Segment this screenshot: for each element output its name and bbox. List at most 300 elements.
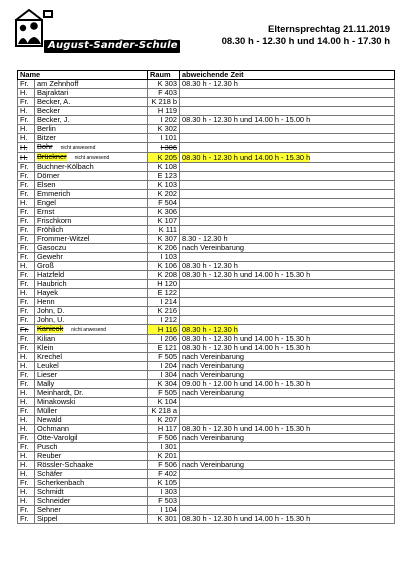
table-row bbox=[18, 244, 395, 253]
row-time-text: 08.30 h - 12.30 h und 14.00 h - 15.30 h bbox=[182, 514, 311, 523]
row-time bbox=[180, 244, 395, 253]
table-row bbox=[18, 407, 395, 416]
table-row bbox=[18, 289, 395, 298]
row-title-text: Fr. bbox=[20, 234, 29, 243]
row-time bbox=[180, 89, 395, 98]
row-time bbox=[180, 125, 395, 134]
table-row bbox=[18, 425, 395, 434]
absent-note: nicht anwesend bbox=[60, 145, 96, 151]
table-body bbox=[18, 80, 395, 524]
row-room: K 103 bbox=[148, 181, 180, 190]
row-title-text: H. bbox=[20, 88, 28, 97]
row-title-text: H. bbox=[20, 496, 28, 505]
row-time-text: 08.30 h - 12.30 h und 14.00 h - 15.00 h bbox=[182, 115, 311, 124]
row-name-text: Berlin bbox=[37, 124, 56, 133]
row-room: I 101 bbox=[148, 134, 180, 143]
table-row bbox=[18, 235, 395, 244]
row-name-text: Sehner bbox=[37, 505, 61, 514]
row-room: K 206 bbox=[148, 244, 180, 253]
row-title bbox=[18, 362, 35, 371]
school-logo bbox=[14, 6, 184, 54]
row-title-text: Fr. bbox=[20, 279, 29, 288]
row-title-text: H. bbox=[20, 124, 28, 133]
row-name-text: Klein bbox=[37, 343, 54, 352]
table-row bbox=[18, 271, 395, 280]
row-title bbox=[18, 398, 35, 407]
row-title bbox=[18, 389, 35, 398]
row-name-text: Newald bbox=[37, 415, 62, 424]
row-room: F 402 bbox=[148, 470, 180, 479]
row-room: H 116 bbox=[148, 325, 180, 335]
row-title-text: Fr. bbox=[20, 252, 29, 261]
row-time bbox=[180, 199, 395, 208]
row-name bbox=[35, 244, 148, 253]
row-name bbox=[35, 425, 148, 434]
table-row bbox=[18, 208, 395, 217]
table-row bbox=[18, 226, 395, 235]
row-time bbox=[180, 325, 395, 335]
row-name bbox=[35, 371, 148, 380]
row-title bbox=[18, 515, 35, 524]
row-time-text: 08.30 h - 12.30 h bbox=[182, 79, 238, 88]
row-title-text: H. bbox=[20, 397, 28, 406]
row-name-text: Emmerich bbox=[37, 189, 71, 198]
table-row bbox=[18, 80, 395, 89]
row-title bbox=[18, 461, 35, 470]
column-header-name: Name bbox=[18, 71, 148, 80]
event-title: Elternsprechtag 21.11.2019 bbox=[268, 24, 390, 35]
row-room: K 301 bbox=[148, 515, 180, 524]
row-room: E 123 bbox=[148, 172, 180, 181]
row-time bbox=[180, 425, 395, 434]
row-name bbox=[35, 181, 148, 190]
row-room: H 119 bbox=[148, 107, 180, 116]
row-room: I 212 bbox=[148, 316, 180, 325]
row-time bbox=[180, 362, 395, 371]
table-row bbox=[18, 181, 395, 190]
row-time bbox=[180, 163, 395, 172]
row-room: K 304 bbox=[148, 380, 180, 389]
row-name bbox=[35, 325, 148, 335]
row-title-text: H. bbox=[20, 152, 28, 162]
row-name bbox=[35, 134, 148, 143]
table-row bbox=[18, 515, 395, 524]
page-header bbox=[14, 6, 390, 54]
row-name-text: Ochmann bbox=[37, 424, 70, 433]
row-title bbox=[18, 199, 35, 208]
row-room: K 306 bbox=[148, 208, 180, 217]
row-title bbox=[18, 353, 35, 362]
row-room: F 504 bbox=[148, 199, 180, 208]
row-name-text: Bohr bbox=[37, 142, 53, 151]
row-name-text: Reuber bbox=[37, 451, 62, 460]
row-time bbox=[180, 335, 395, 344]
row-title-text: Fr. bbox=[20, 306, 29, 315]
row-name-text: Bitzer bbox=[37, 133, 56, 142]
row-time bbox=[180, 434, 395, 443]
row-time-text: 08.30 h - 12.30 h und 14.00 h - 15.30 h bbox=[182, 270, 311, 279]
row-time bbox=[180, 134, 395, 143]
row-name-text: Kilian bbox=[37, 334, 56, 343]
row-title-text: Fr. bbox=[20, 97, 29, 106]
row-time bbox=[180, 371, 395, 380]
row-name bbox=[35, 452, 148, 461]
row-title bbox=[18, 253, 35, 262]
row-name-text: Hayek bbox=[37, 288, 58, 297]
table-header-row bbox=[18, 71, 395, 80]
event-times: 08.30 h - 12.30 h und 14.00 h - 17.30 h bbox=[221, 36, 390, 47]
row-title-text: Fr. bbox=[20, 478, 29, 487]
row-room: K 106 bbox=[148, 262, 180, 271]
row-room: I 306 bbox=[148, 143, 180, 153]
row-time-text: 08.30 h - 12.30 h bbox=[182, 324, 238, 334]
row-room: K 108 bbox=[148, 163, 180, 172]
table-row bbox=[18, 172, 395, 181]
row-name-text: Schmidt bbox=[37, 487, 64, 496]
row-name bbox=[35, 307, 148, 316]
row-title bbox=[18, 344, 35, 353]
school-name: August-Sander-Schule bbox=[48, 40, 178, 51]
row-title bbox=[18, 125, 35, 134]
row-room: K 307 bbox=[148, 235, 180, 244]
row-name-text: Schneider bbox=[37, 496, 71, 505]
row-time-text: nach Vereinbarung bbox=[182, 243, 245, 252]
row-name-text: Sippel bbox=[37, 514, 58, 523]
row-name-text: am Zehnhoff bbox=[37, 79, 79, 88]
row-time bbox=[180, 380, 395, 389]
row-room: K 205 bbox=[148, 153, 180, 163]
row-name bbox=[35, 262, 148, 271]
row-name bbox=[35, 98, 148, 107]
table-row bbox=[18, 434, 395, 443]
row-title bbox=[18, 98, 35, 107]
row-title-text: Fr. bbox=[20, 334, 29, 343]
row-time bbox=[180, 298, 395, 307]
row-name-text: Brückner bbox=[37, 152, 67, 161]
table-row bbox=[18, 470, 395, 479]
row-title bbox=[18, 235, 35, 244]
row-title bbox=[18, 407, 35, 416]
row-time-text: nach Vereinbarung bbox=[182, 433, 245, 442]
row-name bbox=[35, 298, 148, 307]
row-name-text: Becker, A. bbox=[37, 97, 71, 106]
column-header-room: Raum bbox=[148, 71, 180, 80]
row-room: E 122 bbox=[148, 289, 180, 298]
row-title bbox=[18, 497, 35, 506]
row-room: F 505 bbox=[148, 389, 180, 398]
table-row bbox=[18, 307, 395, 316]
row-room: K 207 bbox=[148, 416, 180, 425]
row-room: I 204 bbox=[148, 362, 180, 371]
row-time-text: 09.00 h - 12.00 h und 14.00 h - 15.30 h bbox=[182, 379, 311, 388]
row-time bbox=[180, 116, 395, 125]
row-name-text: Otte-Varolgil bbox=[37, 433, 78, 442]
row-title bbox=[18, 107, 35, 116]
table-row bbox=[18, 190, 395, 199]
row-room: K 105 bbox=[148, 479, 180, 488]
row-time bbox=[180, 398, 395, 407]
row-time-text: nach Vereinbarung bbox=[182, 361, 245, 370]
row-name bbox=[35, 434, 148, 443]
row-title bbox=[18, 244, 35, 253]
row-name bbox=[35, 190, 148, 199]
event-info bbox=[222, 24, 390, 48]
table-row bbox=[18, 506, 395, 515]
row-name-text: Frommer-Witzel bbox=[37, 234, 90, 243]
row-room: I 104 bbox=[148, 506, 180, 515]
row-title-text: Fr. bbox=[20, 343, 29, 352]
row-time bbox=[180, 488, 395, 497]
row-time bbox=[180, 80, 395, 89]
row-title-text: Fr. bbox=[20, 171, 29, 180]
row-title-text: Fr. bbox=[20, 180, 29, 189]
row-title-text: H. bbox=[20, 415, 28, 424]
row-name-text: Groß bbox=[37, 261, 54, 270]
row-title-text: Fr. bbox=[20, 442, 29, 451]
row-title bbox=[18, 488, 35, 497]
row-time-text: 8.30 - 12.30 h bbox=[182, 234, 228, 243]
table-row bbox=[18, 143, 395, 153]
row-time bbox=[180, 479, 395, 488]
row-time bbox=[180, 443, 395, 452]
row-time bbox=[180, 217, 395, 226]
row-name bbox=[35, 461, 148, 470]
row-name-text: Müller bbox=[37, 406, 58, 415]
row-name bbox=[35, 89, 148, 98]
table-row bbox=[18, 107, 395, 116]
table-row bbox=[18, 497, 395, 506]
row-title bbox=[18, 434, 35, 443]
row-room: K 107 bbox=[148, 217, 180, 226]
row-room: K 303 bbox=[148, 80, 180, 89]
row-title bbox=[18, 307, 35, 316]
row-time bbox=[180, 235, 395, 244]
row-title-text: H. bbox=[20, 460, 28, 469]
row-name-text: Elsen bbox=[37, 180, 56, 189]
row-room: I 103 bbox=[148, 253, 180, 262]
row-name-text: Minakowski bbox=[37, 397, 76, 406]
table-row bbox=[18, 389, 395, 398]
row-name bbox=[35, 235, 148, 244]
row-name bbox=[35, 116, 148, 125]
row-title bbox=[18, 425, 35, 434]
table-row bbox=[18, 398, 395, 407]
row-time bbox=[180, 181, 395, 190]
row-time bbox=[180, 316, 395, 325]
row-title bbox=[18, 371, 35, 380]
row-room: I 301 bbox=[148, 443, 180, 452]
row-title-text: Fr. bbox=[20, 115, 29, 124]
row-name-text: Gewehr bbox=[37, 252, 63, 261]
row-title-text: Fr. bbox=[20, 505, 29, 514]
row-time bbox=[180, 143, 395, 153]
row-name bbox=[35, 407, 148, 416]
row-room: K 111 bbox=[148, 226, 180, 235]
row-title bbox=[18, 190, 35, 199]
row-title-text: Fr. bbox=[20, 216, 29, 225]
row-room: H 120 bbox=[148, 280, 180, 289]
row-name bbox=[35, 497, 148, 506]
table-row bbox=[18, 335, 395, 344]
row-name-text: Dörner bbox=[37, 171, 60, 180]
row-name-text: Leukel bbox=[37, 361, 59, 370]
row-room: F 403 bbox=[148, 89, 180, 98]
row-time bbox=[180, 253, 395, 262]
row-title bbox=[18, 416, 35, 425]
row-title bbox=[18, 325, 35, 335]
row-time bbox=[180, 271, 395, 280]
table-row bbox=[18, 344, 395, 353]
row-name bbox=[35, 217, 148, 226]
table-row bbox=[18, 217, 395, 226]
row-title-text: H. bbox=[20, 133, 28, 142]
row-room: I 214 bbox=[148, 298, 180, 307]
row-title bbox=[18, 181, 35, 190]
row-title bbox=[18, 80, 35, 89]
row-name bbox=[35, 172, 148, 181]
row-title-text: Fr. bbox=[20, 162, 29, 171]
row-name-text: Ernst bbox=[37, 207, 55, 216]
row-title-text: Fr. bbox=[20, 243, 29, 252]
table-row bbox=[18, 353, 395, 362]
row-room: F 505 bbox=[148, 353, 180, 362]
row-name-text: Meinhardt, Dr. bbox=[37, 388, 84, 397]
row-room: F 503 bbox=[148, 497, 180, 506]
row-title bbox=[18, 217, 35, 226]
row-time bbox=[180, 497, 395, 506]
row-room: E 121 bbox=[148, 344, 180, 353]
row-time-text: 08.30 h - 12.30 h und 14.00 h - 15.30 h bbox=[182, 424, 311, 433]
row-name bbox=[35, 353, 148, 362]
absent-note: nicht anwesend bbox=[71, 327, 107, 333]
row-title bbox=[18, 89, 35, 98]
row-title bbox=[18, 163, 35, 172]
row-title-text: H. bbox=[20, 388, 28, 397]
row-title-text: H. bbox=[20, 451, 28, 460]
row-title bbox=[18, 289, 35, 298]
row-name-text: Krechel bbox=[37, 352, 63, 361]
row-time bbox=[180, 470, 395, 479]
row-title-text: H. bbox=[20, 261, 28, 270]
row-time-text: nach Vereinbarung bbox=[182, 370, 245, 379]
row-time-text: nach Vereinbarung bbox=[182, 388, 245, 397]
row-name-text: Gasoczu bbox=[37, 243, 67, 252]
row-name bbox=[35, 443, 148, 452]
row-room: H 117 bbox=[148, 425, 180, 434]
row-name bbox=[35, 470, 148, 479]
row-name bbox=[35, 107, 148, 116]
row-title bbox=[18, 298, 35, 307]
table-row bbox=[18, 262, 395, 271]
row-title-text: Fr. bbox=[20, 297, 29, 306]
row-name bbox=[35, 80, 148, 89]
row-time bbox=[180, 280, 395, 289]
table-row bbox=[18, 362, 395, 371]
row-name-text: Mally bbox=[37, 379, 55, 388]
table-row bbox=[18, 125, 395, 134]
schedule-table bbox=[17, 70, 395, 524]
row-time-text: 08.30 h - 12.30 h und 14.00 h - 15.30 h bbox=[182, 152, 311, 162]
row-title-text: Fr. bbox=[20, 207, 29, 216]
row-name-text: John, U. bbox=[37, 315, 65, 324]
row-time-text: 08.30 h - 12.30 h bbox=[182, 261, 238, 270]
row-title-text: H. bbox=[20, 361, 28, 370]
row-name-text: Kanicok bbox=[37, 324, 64, 333]
row-name-text: Frischkorn bbox=[37, 216, 72, 225]
row-title-text: Fr. bbox=[20, 189, 29, 198]
table-row bbox=[18, 479, 395, 488]
row-title-text: Fr. bbox=[20, 514, 29, 523]
table-row bbox=[18, 416, 395, 425]
table-row bbox=[18, 89, 395, 98]
row-room: I 303 bbox=[148, 488, 180, 497]
row-title-text: Fr. bbox=[20, 225, 29, 234]
table-row bbox=[18, 298, 395, 307]
row-name bbox=[35, 398, 148, 407]
row-time bbox=[180, 107, 395, 116]
row-name-text: Bajraktari bbox=[37, 88, 69, 97]
row-name bbox=[35, 125, 148, 134]
table-row bbox=[18, 280, 395, 289]
row-name bbox=[35, 253, 148, 262]
row-room: F 506 bbox=[148, 461, 180, 470]
row-title-text: H. bbox=[20, 424, 28, 433]
row-name bbox=[35, 280, 148, 289]
row-title bbox=[18, 208, 35, 217]
row-name bbox=[35, 226, 148, 235]
row-title-text: H. bbox=[20, 352, 28, 361]
row-name-text: Fröhlich bbox=[37, 225, 64, 234]
table-row bbox=[18, 163, 395, 172]
row-name bbox=[35, 289, 148, 298]
row-time bbox=[180, 407, 395, 416]
row-time bbox=[180, 172, 395, 181]
table-row bbox=[18, 325, 395, 335]
row-time-text: 08.30 h - 12.30 h und 14.00 h - 15.30 h bbox=[182, 343, 311, 352]
row-title-text: Fr. bbox=[20, 406, 29, 415]
column-header-time: abweichende Zeit bbox=[180, 71, 395, 80]
row-title-text: H. bbox=[20, 469, 28, 478]
row-title-text: Fr. bbox=[20, 315, 29, 324]
row-room: K 201 bbox=[148, 452, 180, 461]
row-title-text: Fr. bbox=[20, 379, 29, 388]
row-time bbox=[180, 153, 395, 163]
row-title-text: Fr. bbox=[20, 270, 29, 279]
row-name bbox=[35, 380, 148, 389]
row-time bbox=[180, 289, 395, 298]
row-title-text: H. bbox=[20, 487, 28, 496]
row-time bbox=[180, 208, 395, 217]
row-name bbox=[35, 335, 148, 344]
table-row bbox=[18, 116, 395, 125]
row-title bbox=[18, 271, 35, 280]
row-name-text: Becker bbox=[37, 106, 61, 115]
table-row bbox=[18, 98, 395, 107]
row-time bbox=[180, 416, 395, 425]
row-name bbox=[35, 506, 148, 515]
table-row bbox=[18, 371, 395, 380]
row-title bbox=[18, 134, 35, 143]
table-row bbox=[18, 153, 395, 163]
row-name-text: Becker, J. bbox=[37, 115, 70, 124]
row-time bbox=[180, 506, 395, 515]
row-name-text: Engel bbox=[37, 198, 56, 207]
row-title bbox=[18, 479, 35, 488]
table-row bbox=[18, 199, 395, 208]
row-name bbox=[35, 199, 148, 208]
row-title bbox=[18, 172, 35, 181]
row-room: K 104 bbox=[148, 398, 180, 407]
